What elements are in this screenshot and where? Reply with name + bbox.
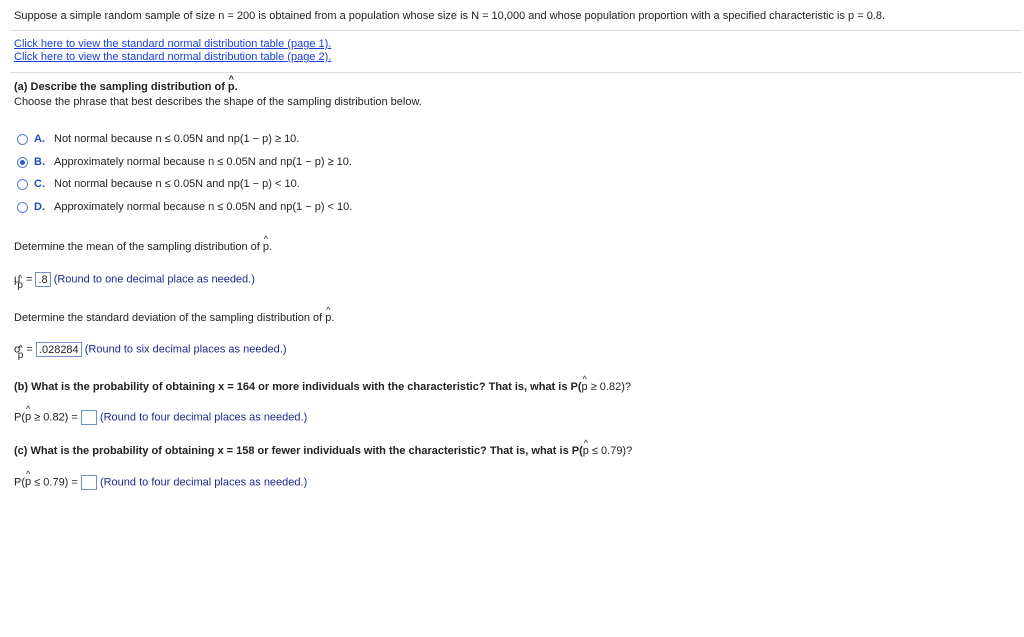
sigma-symbol: σ <box>14 343 21 356</box>
sd-prompt-text: Determine the standard deviation of the sampling distribution of <box>14 312 326 324</box>
mean-answer-row <box>14 272 255 292</box>
answer-prefix: P( <box>14 476 25 489</box>
table-link-page-1[interactable]: Click here to view the standard normal distribution table (page 1). <box>14 38 332 50</box>
divider <box>10 72 1022 73</box>
sd-answer-row <box>14 342 287 362</box>
part-c-answer-row <box>14 475 307 490</box>
part-a-title <box>14 81 238 93</box>
part-b-input[interactable] <box>81 410 97 425</box>
option-a-text: Not normal because n ≤ 0.05N and np(1 − p) ≥ 10. <box>54 133 300 145</box>
answer-suffix: ≥ 0.82) = <box>31 411 78 424</box>
part-c-hint: (Round to four decimal places as needed.) <box>99 476 308 489</box>
option-b-text: Approximately normal because n ≤ 0.05N and np(1 − p) ≥ 10. <box>54 156 352 168</box>
p-hat-symbol: ^ p <box>582 381 588 393</box>
sd-input[interactable]: .028284 <box>36 342 82 357</box>
part-a-title-text: (a) Describe the sampling distribution of <box>14 81 228 93</box>
part-a-instruction: Choose the phrase that best describes the shape of the sampling distribution below. <box>14 96 422 108</box>
part-b-answer-row <box>14 410 307 425</box>
mean-hint: (Round to one decimal place as needed.) <box>53 273 255 286</box>
p-hat-symbol: ^ p <box>263 241 269 253</box>
part-b-hint: (Round to four decimal places as needed.) <box>99 411 308 424</box>
part-b-question <box>14 381 631 393</box>
option-d-text: Approximately normal because n ≤ 0.05N and np(1 − p) < 10. <box>54 201 353 213</box>
part-c-input[interactable] <box>81 475 97 490</box>
radio-option-d[interactable] <box>17 202 28 213</box>
mean-prompt-text: Determine the mean of the sampling distribution of <box>14 241 263 253</box>
option-d-letter: D. <box>34 201 45 213</box>
equals-sign: = <box>25 273 36 286</box>
p-hat-symbol: ^ p <box>228 81 235 93</box>
mu-symbol: μ <box>14 273 21 286</box>
problem-intro: Suppose a simple random sample of size n = 200 is obtained from a population whose size is N = 10,000 and whose population proportion with a specified characteristic is p = 0.8. <box>14 10 886 22</box>
p-hat-symbol: ^ p <box>25 476 31 488</box>
answer-suffix: ≤ 0.79) = <box>31 476 78 489</box>
p-hat-subscript: ^ p <box>17 280 23 291</box>
sd-hint: (Round to six decimal places as needed.) <box>84 343 287 356</box>
p-hat-symbol: ^ p <box>325 312 331 324</box>
sd-prompt <box>14 312 334 324</box>
option-c-letter: C. <box>34 178 45 190</box>
part-a-title-end: . <box>234 81 238 93</box>
divider <box>10 30 1022 31</box>
part-c-question-end: ≤ 0.79)? <box>588 445 633 457</box>
mean-input[interactable]: .8 <box>35 272 50 287</box>
option-a-letter: A. <box>34 133 45 145</box>
radio-option-a[interactable] <box>17 134 28 145</box>
p-hat-subscript: ^ p <box>18 350 24 361</box>
table-link-page-2[interactable]: Click here to view the standard normal distribution table (page 2). <box>14 51 332 63</box>
p-hat-symbol: ^ p <box>583 445 589 457</box>
option-c-text: Not normal because n ≤ 0.05N and np(1 − p) < 10. <box>54 178 300 190</box>
mean-prompt <box>14 241 272 253</box>
part-b-question-end: ≥ 0.82)? <box>587 381 631 393</box>
part-c-question <box>14 445 632 457</box>
part-b-question-text: (b) What is the probability of obtaining x = 164 or more individuals with the characteristic? That is, what is P( <box>14 381 582 393</box>
option-b-letter: B. <box>34 156 45 168</box>
part-c-question-text: (c) What is the probability of obtaining x = 158 or fewer individuals with the characteristic? That is, what is P( <box>14 445 583 457</box>
answer-prefix: P( <box>14 411 25 424</box>
radio-option-c[interactable] <box>17 179 28 190</box>
p-hat-symbol: ^ p <box>25 411 31 423</box>
equals-sign: = <box>26 343 36 356</box>
sd-prompt-end: . <box>331 312 335 324</box>
mean-prompt-end: . <box>268 241 273 253</box>
radio-option-b[interactable] <box>17 157 28 168</box>
